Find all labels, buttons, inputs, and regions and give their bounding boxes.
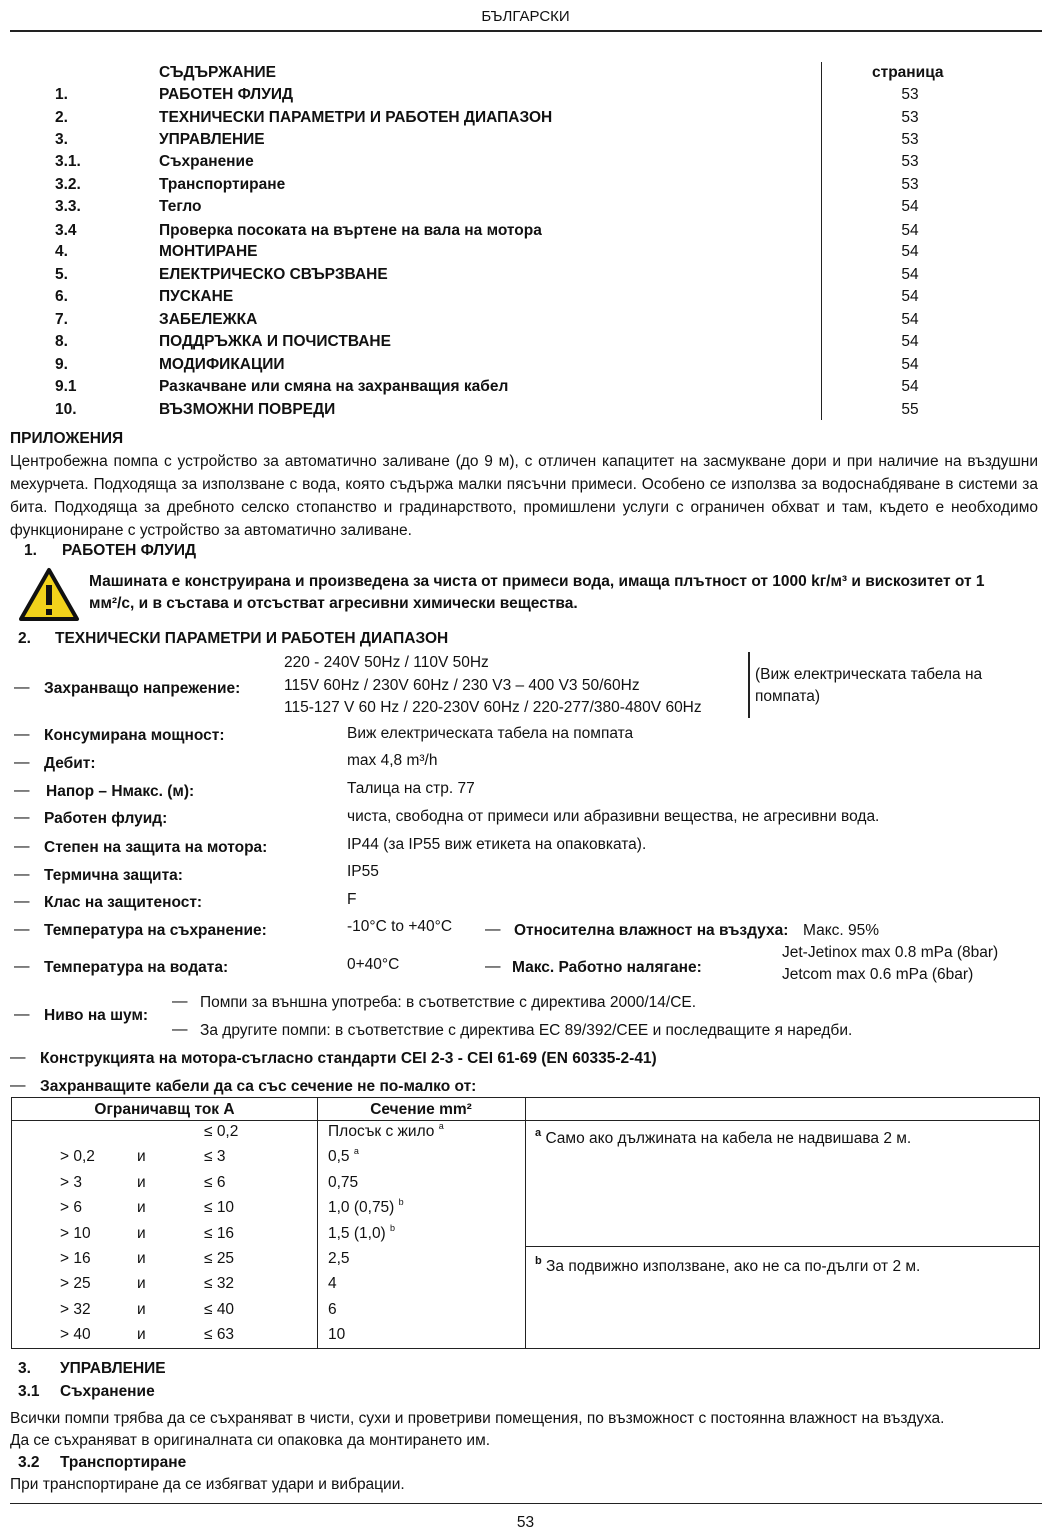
section1-number: 1.	[24, 542, 37, 559]
dash: —	[14, 726, 30, 743]
dash: —	[14, 754, 30, 771]
toc-page-header: страница	[872, 64, 944, 81]
and-word: и	[137, 1275, 146, 1293]
toc-item	[0, 153, 1051, 175]
toc-item	[0, 356, 1051, 378]
toc-item	[0, 333, 1051, 355]
section-value: 1,5 (1,0) $^b$	[328, 1222, 396, 1242]
section-value: 0,5 $^a$	[328, 1146, 359, 1166]
current-from: > 16	[60, 1250, 91, 1267]
current-to: ≤ 40	[204, 1300, 235, 1318]
dash: —	[14, 958, 30, 975]
pressure-value-1: Jet-Jetinox max 0.8 mPa (8bar)	[782, 944, 999, 961]
noise-value-1: Помпи за външна употреба: в съответствие с директива 2000/14/CE.	[200, 994, 697, 1011]
supply-value-2: 115V 60Hz / 230V 60Hz / 230 V3 – 400 V3 50/60Hz	[284, 677, 640, 694]
toc-item	[0, 266, 1051, 288]
current-to: ≤ 6	[204, 1173, 226, 1191]
toc-item-number: 2.	[55, 109, 68, 126]
head-label: Напор – Нмакс. (м):	[46, 783, 195, 800]
current-to: ≤ 3	[204, 1148, 226, 1166]
toc-item	[0, 311, 1051, 333]
footer-rule	[10, 1503, 1042, 1504]
dash: —	[14, 921, 30, 938]
dash: —	[14, 1006, 30, 1023]
toc-title: СЪДЪРЖАНИЕ	[159, 64, 276, 81]
storage-temp-value: -10°C to +40°C	[347, 918, 453, 935]
table-col-divider	[317, 1098, 318, 1348]
section32-title: Транспортиране	[60, 1454, 187, 1471]
toc-item-number: 3.3.	[55, 198, 81, 215]
toc-item-title: ПУСКАНЕ	[159, 288, 234, 305]
toc-item	[0, 378, 1051, 400]
toc-item-page: 54	[901, 333, 919, 350]
section-value: 4	[328, 1275, 337, 1293]
section32-number: 3.2	[18, 1454, 40, 1471]
toc-item-page: 54	[901, 266, 919, 283]
table-header-rule	[12, 1120, 1039, 1121]
toc-item-page: 54	[901, 222, 919, 239]
toc-item-page: 54	[901, 198, 919, 215]
toc-item-title: ТЕХНИЧЕСКИ ПАРАМЕТРИ И РАБОТЕН ДИАПАЗОН	[159, 109, 553, 126]
page-number: 53	[516, 1514, 535, 1531]
toc-item-title: Разкачване или смяна на захранващия кабел	[159, 378, 509, 395]
flow-label: Дебит:	[44, 755, 96, 772]
water-temp-value: 0+40°C	[347, 956, 400, 973]
header-rule	[10, 30, 1042, 32]
toc-item-number: 4.	[55, 243, 68, 260]
toc-item-page: 53	[901, 153, 919, 170]
current-to: ≤ 63	[204, 1326, 235, 1344]
toc-item	[0, 198, 1051, 220]
section-value: 10	[328, 1326, 346, 1344]
toc-item-number: 5.	[55, 266, 68, 283]
section-value: 0,75	[328, 1173, 359, 1191]
section2-number: 2.	[18, 630, 31, 647]
dash: —	[10, 1077, 26, 1094]
section31-number: 3.1	[18, 1383, 40, 1400]
section-value: Плосък с жило $^a$	[328, 1121, 444, 1140]
current-from: > 10	[60, 1224, 91, 1242]
toc-item-number: 8.	[55, 333, 68, 350]
current-to: ≤ 10	[204, 1199, 235, 1217]
toc-item-title: ЗАБЕЛЕЖКА	[159, 311, 258, 328]
toc-item-number: 3.	[55, 131, 68, 148]
noise-label: Ниво на шум:	[44, 1007, 149, 1024]
toc-item-title: Съхранение	[159, 153, 254, 170]
protection-value: IP44 (за IP55 виж етикета на опаковката).	[347, 836, 647, 853]
warning-text-line1: Машината е конструирана и произведена за чиста от примеси вода, имаща плътност от 1000 kг/м³ и вискозитет от 1	[89, 573, 985, 590]
power-label: Консумирана мощност:	[44, 727, 225, 744]
section1-title: РАБОТЕН ФЛУИД	[62, 542, 197, 559]
toc-item-number: 1.	[55, 86, 68, 103]
applications-heading: ПРИЛОЖЕНИЯ	[10, 430, 124, 447]
dash: —	[485, 958, 501, 975]
section-value: 6	[328, 1300, 337, 1318]
water-temp-label: Температура на водата:	[44, 959, 229, 976]
toc-item-title: ЕЛЕКТРИЧЕСКО СВЪРЗВАНЕ	[159, 266, 388, 283]
noise-value-2: За другите помпи: в съответствие с директива EC 89/392/CEE и последващите я наредби.	[200, 1022, 853, 1039]
toc-item-page: 54	[901, 311, 919, 328]
class-label: Клас на защитеност:	[44, 894, 203, 911]
toc-item-page: 54	[901, 356, 919, 373]
current-to: ≤ 0,2	[204, 1123, 239, 1140]
toc-item-page: 54	[901, 378, 919, 395]
section-value: 2,5	[328, 1250, 350, 1267]
toc-item-page: 55	[901, 401, 919, 418]
toc-item-title: РАБОТЕН ФЛУИД	[159, 86, 294, 103]
applications-text: Центробежна помпа с устройство за автоматично заливане (до 9 м), с отличен капацитет на засмукване дори и при наличие на въздушни мехурчета. Подходяща за използване с вода, която съдържа малки пясъчни примеси. Особено се използва за водоснабдяване в системи за бита. Подходяща за дребното селско стопанство и градинарството, промишлени услуги с ограничен обхват и там, където е необходимо функциониране с устройство за автоматично заливане.	[10, 453, 1038, 539]
section31-text-2: Да се съхраняват в оригиналната си опаковка да монтирането им.	[10, 1432, 491, 1449]
humidity-value: Макс. 95%	[803, 922, 880, 939]
supply-label: Захранващо напрежение:	[44, 680, 241, 697]
toc-item	[0, 86, 1051, 108]
dash: —	[14, 782, 30, 799]
cables-heading: Захранващите кабели да са със сечение не по-малко от:	[40, 1078, 477, 1095]
toc-item-page: 53	[901, 109, 919, 126]
warning-text-line2: мм²/с, и в състава и отсъстват агресивни химически вещества.	[89, 595, 578, 612]
supply-divider	[748, 652, 750, 718]
language-header: БЪЛГАРСКИ	[481, 8, 570, 25]
toc-item	[0, 288, 1051, 310]
toc-item	[0, 176, 1051, 198]
current-from: > 32	[60, 1300, 91, 1318]
flow-value: max 4,8 m³/h	[347, 752, 438, 769]
toc-item-number: 6.	[55, 288, 68, 305]
dash: —	[172, 1021, 188, 1038]
current-from: > 40	[60, 1326, 91, 1344]
toc-item-page: 53	[901, 176, 919, 193]
table-note-rule	[525, 1246, 1039, 1247]
current-to: ≤ 32	[204, 1275, 235, 1293]
toc-item	[0, 222, 1051, 244]
toc-item-number: 9.	[55, 356, 68, 373]
and-word: и	[137, 1224, 146, 1242]
fluid-label: Работен флуид:	[44, 810, 168, 827]
toc-item	[0, 243, 1051, 265]
dash: —	[14, 866, 30, 883]
dash: —	[14, 679, 30, 696]
toc-item-title: ВЪЗМОЖНИ ПОВРЕДИ	[159, 401, 336, 418]
thermal-value: IP55	[347, 863, 379, 880]
toc-item-title: МОДИФИКАЦИИ	[159, 356, 285, 373]
col-header-current: Ограничавщ ток A	[94, 1101, 235, 1118]
col-header-section: Сечение mm²	[370, 1101, 472, 1118]
and-word: и	[137, 1326, 146, 1344]
fluid-value: чиста, свободна от примеси или абразивни вещества, не агресивни вода.	[347, 808, 880, 825]
thermal-label: Термична защита:	[44, 867, 183, 884]
current-from: > 3	[60, 1173, 82, 1191]
and-word: и	[137, 1199, 146, 1217]
toc-item-title: УПРАВЛЕНИЕ	[159, 131, 265, 148]
toc-item-number: 9.1	[55, 378, 77, 395]
pressure-label: Макс. Работно налягане:	[512, 959, 702, 976]
toc-item-page: 54	[901, 288, 919, 305]
current-to: ≤ 16	[204, 1224, 235, 1242]
section31-text-1: Всички помпи трябва да се съхраняват в чисти, сухи и проветриви помещения, по възможност с постоянна влажност на въздуха.	[10, 1410, 945, 1427]
supply-note-line2: помпата)	[755, 688, 821, 705]
power-value: Виж електрическата табела на помпата	[347, 725, 634, 742]
dash: —	[14, 809, 30, 826]
dash: —	[172, 993, 188, 1010]
toc-item-number: 3.4	[55, 222, 77, 239]
and-word: и	[137, 1148, 146, 1166]
toc-item-title: Проверка посоката на въртене на вала на мотора	[159, 222, 542, 239]
construction-standard: Конструкцията на мотора-съгласно стандарти CEI 2-3 - CEI 61-69 (EN 60335-2-41)	[40, 1050, 657, 1067]
and-word: и	[137, 1250, 146, 1267]
head-value: Талица на стр. 77	[347, 780, 475, 797]
section2-title: ТЕХНИЧЕСКИ ПАРАМЕТРИ И РАБОТЕН ДИАПАЗОН	[55, 630, 449, 647]
toc-item-page: 53	[901, 131, 919, 148]
toc-item-page: 53	[901, 86, 919, 103]
section-value: 1,0 (0,75) $^b$	[328, 1197, 404, 1217]
cable-table	[11, 1097, 1040, 1349]
supply-note-line1: (Виж електрическата табела на	[755, 666, 983, 683]
section31-title: Съхранение	[60, 1383, 155, 1400]
toc-item-title: ПОДДРЪЖКА И ПОЧИСТВАНЕ	[159, 333, 391, 350]
supply-value-1: 220 - 240V 50Hz / 110V 50Hz	[284, 654, 489, 671]
dash: —	[14, 893, 30, 910]
toc-item-page: 54	[901, 243, 919, 260]
pressure-value-2: Jetcom max 0.6 mPa (6bar)	[782, 966, 974, 983]
toc-item-title: Тегло	[159, 198, 202, 215]
current-from: > 25	[60, 1275, 91, 1293]
humidity-label: Относителна влажност на въздуха:	[514, 922, 789, 939]
and-word: и	[137, 1173, 146, 1191]
dash: —	[485, 921, 501, 938]
toc-item-number: 10.	[55, 401, 77, 418]
toc-item	[0, 109, 1051, 131]
warning-icon	[18, 567, 80, 622]
dash: —	[14, 838, 30, 855]
current-from: > 6	[60, 1199, 82, 1217]
toc-item	[0, 131, 1051, 153]
current-to: ≤ 25	[204, 1250, 235, 1267]
class-value: F	[347, 891, 357, 908]
dash: —	[10, 1049, 26, 1066]
note-a: $^a$ Само ако дължината на кабела не надвишава 2 м.	[535, 1127, 912, 1147]
toc-item-number: 3.1.	[55, 153, 81, 170]
toc-item-title: МОНТИРАНЕ	[159, 243, 258, 260]
current-from: > 0,2	[60, 1148, 95, 1166]
and-word: и	[137, 1300, 146, 1318]
section3-number: 3.	[18, 1360, 31, 1377]
section32-text: При транспортиране да се избягват удари и вибрации.	[10, 1476, 405, 1493]
protection-label: Степен на защита на мотора:	[44, 839, 268, 856]
toc-item	[0, 401, 1051, 423]
supply-value-3: 115-127 V 60 Hz / 220-230V 60Hz / 220-277/380-480V 60Hz	[284, 699, 702, 716]
toc-item-number: 3.2.	[55, 176, 81, 193]
toc-item-number: 7.	[55, 311, 68, 328]
section3-title: УПРАВЛЕНИЕ	[60, 1360, 166, 1377]
storage-temp-label: Температура на съхранение:	[44, 922, 267, 939]
toc-item-title: Транспортиране	[159, 176, 286, 193]
table-col-divider	[525, 1098, 526, 1348]
note-b: $^b$ За подвижно използване, ако не са по-дълги от 2 м.	[535, 1255, 921, 1275]
